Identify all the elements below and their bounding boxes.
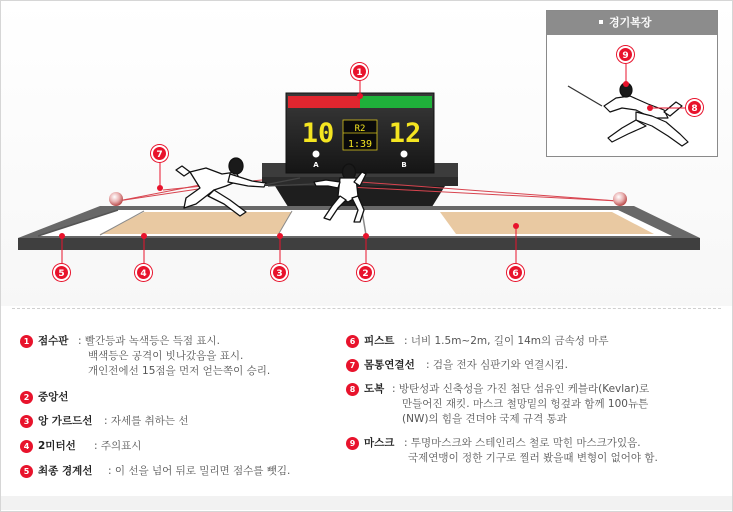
legend-desc-cont: 만들어진 재킷. 마스크 철망밑의 헝겊과 함께 100뉴튼	[402, 398, 649, 410]
marker-9: 9	[617, 46, 634, 63]
left-lamp	[288, 96, 360, 108]
legend-right	[346, 334, 726, 494]
inset-equipment-panel	[546, 10, 718, 157]
legend-term: 마스크	[364, 437, 395, 449]
legend-desc-cont: 국제연맹이 정한 기구로 찔러 봤을때 변형이 없어야 함.	[408, 452, 658, 464]
wire-reel-right	[613, 192, 627, 206]
inset-title-text: 경기복장	[609, 16, 652, 29]
legend-term: 최종 경계선	[38, 465, 93, 477]
legend-number: 2	[20, 391, 33, 404]
inset-title	[547, 11, 717, 35]
legend-desc: : 빨간등과 녹색등은 득점 표시.	[78, 335, 220, 347]
legend-number: 3	[20, 415, 33, 428]
round-indicator: R2	[354, 124, 366, 134]
score-right: 12	[388, 118, 422, 149]
score-left: 10	[301, 118, 335, 149]
bottom-strip	[1, 496, 732, 510]
marker-6: 6	[507, 264, 524, 281]
right-lamp	[360, 96, 432, 108]
legend-desc: : 이 선을 넘어 뒤로 밀리면 점수를 뺏김.	[108, 465, 291, 477]
legend-number: 1	[20, 335, 33, 348]
legend-term: 도복	[364, 383, 385, 395]
legend-term: 중앙선	[38, 391, 69, 403]
legend-desc: : 방탄성과 신축성을 가진 첨단 섬유인 케블라(Kevlar)로	[392, 383, 650, 395]
legend-desc: : 자세를 취하는 선	[104, 415, 189, 427]
marker-4: 4	[135, 264, 152, 281]
legend-desc: : 주의표시	[94, 440, 142, 452]
divider	[12, 308, 721, 309]
legend-number: 7	[346, 359, 359, 372]
legend-number: 4	[20, 440, 33, 453]
wire-reel-left	[109, 192, 123, 206]
scoreboard	[286, 93, 434, 173]
legend-term: 앙 가르드선	[38, 415, 93, 427]
legend-left	[20, 334, 340, 494]
marker-7: 7	[151, 145, 168, 162]
legend-term: 피스트	[364, 335, 395, 347]
marker-1: 1	[351, 63, 368, 80]
legend-number: 9	[346, 437, 359, 450]
legend-desc: : 투명마스크와 스테인리스 철로 막힌 마스크가있음.	[404, 437, 641, 449]
legend-desc: : 너비 1.5m~2m, 길이 14m의 금속성 마루	[404, 335, 609, 347]
side-b-label: B	[401, 161, 407, 169]
side-a-label: A	[313, 161, 319, 169]
legend-desc: : 검을 전자 심판기와 연결시킴.	[426, 359, 568, 371]
legend-desc-cont: 개인전에선 15점을 먼저 얻는쪽이 승리.	[88, 365, 271, 377]
white-lamp-right	[401, 151, 408, 158]
marker-2: 2	[357, 264, 374, 281]
legend-term: 점수판	[38, 335, 69, 347]
marker-5: 5	[53, 264, 70, 281]
legend-number: 6	[346, 335, 359, 348]
bullet-icon	[599, 20, 603, 24]
legend-desc-cont: 백색등은 공격이 빗나갔음을 표시.	[88, 350, 244, 362]
timer: 1:39	[347, 139, 373, 150]
legend-term: 2미터선	[38, 440, 76, 452]
white-lamp-left	[313, 151, 320, 158]
marker-3: 3	[271, 264, 288, 281]
legend-number: 8	[346, 383, 359, 396]
marker-8: 8	[686, 99, 703, 116]
legend-desc-cont: (NW)의 힘을 견뎌야 국제 규격 통과	[402, 413, 567, 425]
legend-term: 몸통연결선	[364, 359, 415, 371]
legend-number: 5	[20, 465, 33, 478]
